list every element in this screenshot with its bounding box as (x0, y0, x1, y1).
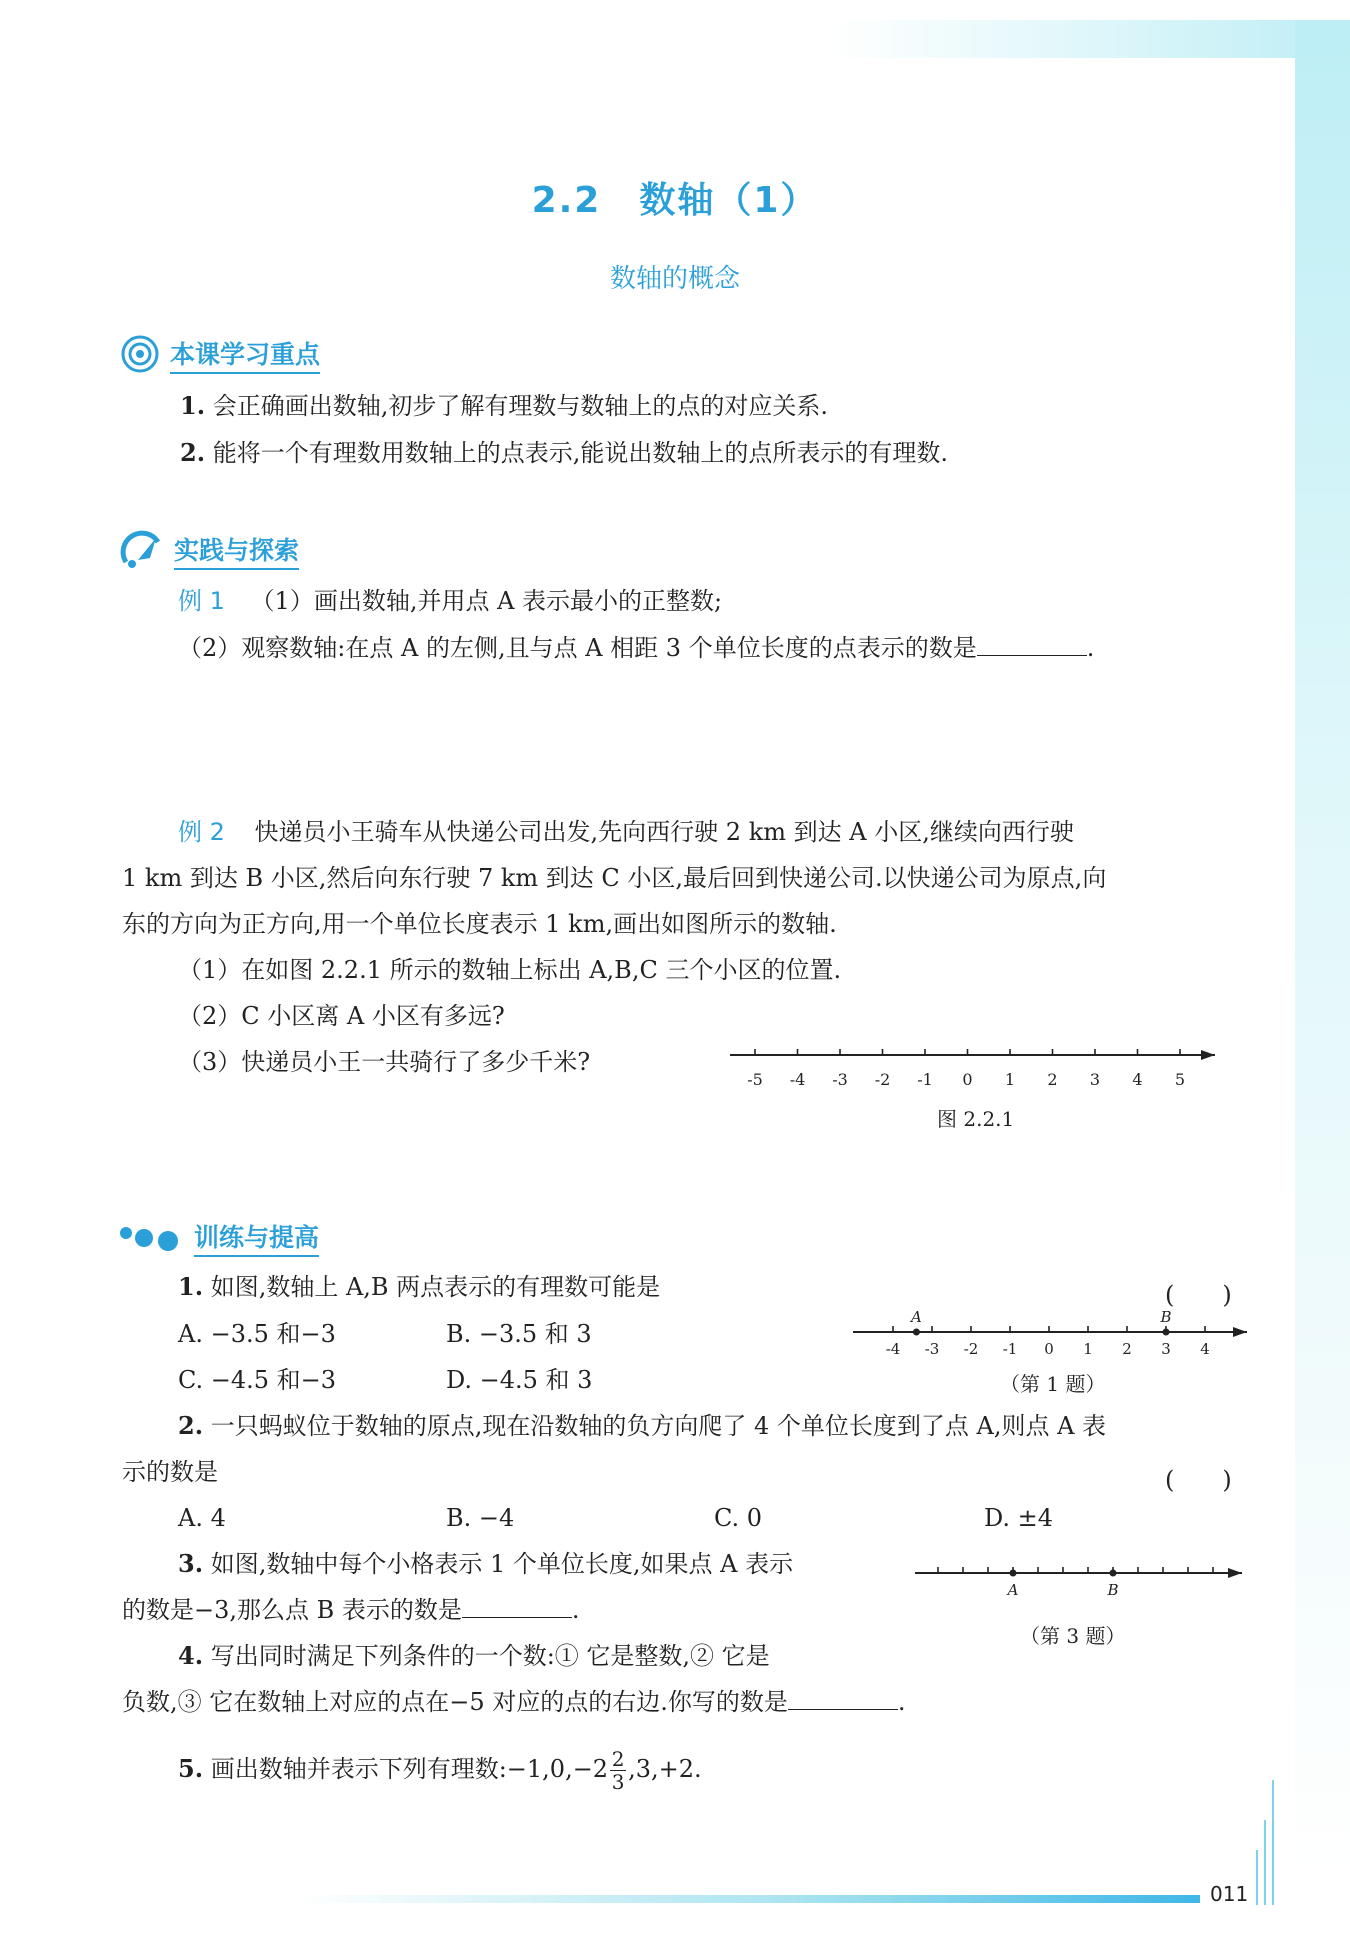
section-practice-heading (120, 528, 299, 572)
axis-point-label: B (1160, 1308, 1172, 1326)
right-decoration (1295, 20, 1350, 1880)
training-q3-line1-text: 如图,数轴中每个小格表示 1 个单位长度,如果点 A 表示 (210, 1550, 794, 1578)
training-q3-num: 3. (178, 1549, 204, 1578)
axis-tick-label: -1 (1002, 1340, 1018, 1358)
training-q2-option-d: D. ±4 (984, 1504, 1054, 1532)
example1-part2 (178, 631, 1094, 665)
training-q3-blank[interactable] (462, 1595, 572, 1618)
axis-tick-label: -2 (963, 1340, 979, 1358)
axis-point-label: A (1007, 1581, 1019, 1599)
section-focus-label: 本课学习重点 (170, 335, 320, 374)
axis-point (1163, 1329, 1170, 1336)
section-focus-heading (120, 334, 320, 374)
axis-tick-label: -3 (924, 1340, 940, 1358)
example1-part2-end: . (1086, 634, 1095, 662)
axis-tick-label: -2 (874, 1070, 891, 1089)
axis-tick-label: -4 (789, 1070, 806, 1089)
axis-arrow (1233, 1327, 1247, 1337)
axis-point-label: A (910, 1308, 922, 1326)
training-q3-line1 (178, 1547, 793, 1581)
example1-part1 (178, 584, 722, 618)
example1-label: 例 1 (178, 587, 225, 615)
axis-tick-label: 2 (1122, 1340, 1132, 1358)
training-q1-answer-paren[interactable]: ( ) (1165, 1281, 1232, 1309)
training-q4-num: 4. (178, 1641, 204, 1670)
focus-item-2 (180, 436, 948, 470)
training-q2-option-b: B. −4 (446, 1504, 515, 1532)
decoration-line (1256, 1850, 1258, 1905)
axis-point (913, 1329, 920, 1336)
axis-tick-label: -4 (885, 1340, 901, 1358)
training-q1-text: 如图,数轴上 A,B 两点表示的有理数可能是 (210, 1273, 661, 1301)
focus-item-1-num: 1. (180, 391, 206, 420)
training-q5 (178, 1748, 702, 1793)
training-q4-blank[interactable] (788, 1687, 898, 1710)
axis-tick-label: 4 (1132, 1070, 1143, 1089)
example2-q3: （3）快递员小王一共骑行了多少千米? (178, 1048, 591, 1076)
training-q4-line1 (178, 1639, 770, 1673)
training-q3-line2-text: 的数是−3,那么点 B 表示的数是 (122, 1596, 462, 1624)
axis-tick-label: 0 (962, 1070, 973, 1089)
fraction-numerator: 2 (611, 1747, 625, 1771)
axis-tick-label: 1 (1083, 1340, 1093, 1358)
training-q4-line1-text: 写出同时满足下列条件的一个数:① 它是整数,② 它是 (210, 1642, 770, 1670)
training-q1-number-line (845, 1302, 1255, 1362)
training-q2-option-c: C. 0 (714, 1504, 763, 1532)
axis-tick-label: 5 (1174, 1070, 1186, 1089)
training-q3-caption: （第 3 题） (1020, 1624, 1126, 1648)
training-q5-text-after: ,3,+2. (628, 1755, 702, 1783)
rocket-icon (120, 528, 164, 572)
training-q1-num: 1. (178, 1272, 204, 1301)
page-subtitle: 数轴的概念 (609, 264, 740, 294)
axis-tick-label: 3 (1089, 1070, 1101, 1089)
training-q5-text-before: 画出数轴并表示下列有理数:−1,0,−2 (210, 1755, 609, 1783)
focus-item-2-num: 2. (180, 438, 206, 467)
section-training-heading (118, 1218, 319, 1257)
axis-arrow (1201, 1050, 1215, 1060)
example2-line1 (178, 815, 1074, 849)
training-q1-option-b: B. −3.5 和 3 (446, 1320, 592, 1348)
training-q2-line1-text: 一只蚂蚁位于数轴的原点,现在沿数轴的负方向爬了 4 个单位长度到了点 A,则点 A 表 (210, 1412, 1107, 1440)
section-training-label: 训练与提高 (194, 1218, 319, 1257)
training-q2-line2: 示的数是 (122, 1458, 218, 1486)
example2-line1-text: 快递员小王骑车从快递公司出发,先向西行驶 2 km 到达 A 小区,继续向西行驶 (254, 818, 1074, 846)
dots-icon (118, 1221, 184, 1255)
training-q1-option-a: A. −3.5 和−3 (178, 1320, 336, 1348)
axis-point-label: B (1107, 1581, 1119, 1599)
axis-point (1010, 1570, 1017, 1577)
training-q1-caption: （第 1 题） (1000, 1372, 1106, 1396)
training-q2-num: 2. (178, 1411, 204, 1440)
training-q4-line2-text: 负数,③ 它在数轴上对应的点在−5 对应的点的右边.你写的数是 (122, 1688, 788, 1716)
training-q3-line2 (122, 1593, 580, 1627)
figure-2-2-1-caption: 图 2.2.1 (937, 1107, 1015, 1131)
example2-q1: （1）在如图 2.2.1 所示的数轴上标出 A,B,C 三个小区的位置. (178, 956, 842, 984)
page-number: 011 (1210, 1882, 1249, 1906)
training-q2-line1 (178, 1409, 1106, 1443)
page-title: 2.2 数轴（1） (531, 180, 819, 221)
section-practice-label: 实践与探索 (174, 531, 299, 570)
training-q5-num: 5. (178, 1754, 204, 1783)
axis-tick-label: -3 (832, 1070, 848, 1089)
bottom-decoration-bar (300, 1895, 1200, 1903)
focus-item-1-text: 会正确画出数轴,初步了解有理数与数轴上的点的对应关系. (212, 392, 828, 420)
axis-tick-label: 3 (1161, 1340, 1171, 1358)
decoration-line (1264, 1820, 1266, 1905)
axis-tick-label: -5 (747, 1070, 763, 1089)
training-q2-answer-paren[interactable]: ( ) (1165, 1466, 1232, 1494)
axis-tick-label: 2 (1047, 1070, 1058, 1089)
top-decoration (830, 20, 1350, 58)
example1-part2-text: （2）观察数轴:在点 A 的左侧,且与点 A 相距 3 个单位长度的点表示的数是 (178, 634, 977, 662)
example2-line3: 东的方向为正方向,用一个单位长度表示 1 km,画出如图所示的数轴. (122, 910, 837, 938)
training-q4-line2 (122, 1685, 906, 1719)
target-icon (120, 334, 160, 374)
example2-label: 例 2 (178, 818, 225, 846)
training-q1-option-c: C. −4.5 和−3 (178, 1366, 337, 1394)
axis-tick-label: -1 (917, 1070, 933, 1089)
axis-tick-label: 4 (1200, 1340, 1210, 1358)
training-q1-option-d: D. −4.5 和 3 (446, 1366, 593, 1394)
fraction-denominator: 3 (611, 1770, 625, 1794)
training-q1 (178, 1270, 660, 1304)
training-q3-line2-end: . (571, 1596, 580, 1624)
decoration-line (1272, 1780, 1274, 1905)
example2-line2: 1 km 到达 B 小区,然后向东行驶 7 km 到达 C 小区,最后回到快递公司.以快递公司为原点,向 (122, 864, 1107, 892)
answer-blank[interactable] (977, 633, 1087, 656)
axis-tick-label: 1 (1004, 1070, 1016, 1089)
focus-item-1 (180, 389, 828, 423)
example1-part1-text: （1）画出数轴,并用点 A 表示最小的正整数; (250, 587, 723, 615)
training-q4-line2-end: . (897, 1688, 906, 1716)
training-q3-number-line (910, 1555, 1250, 1605)
axis-arrow (1228, 1568, 1242, 1578)
example2-q2: （2）C 小区离 A 小区有多远? (178, 1002, 505, 1030)
focus-item-2-text: 能将一个有理数用数轴上的点表示,能说出数轴上的点所表示的有理数. (212, 439, 948, 467)
axis-tick-label: 0 (1044, 1340, 1054, 1358)
figure-2-2-1-number-line (720, 1040, 1240, 1100)
fraction-two-thirds (610, 1748, 626, 1793)
axis-point (1110, 1570, 1117, 1577)
training-q2-option-a: A. 4 (178, 1504, 226, 1532)
